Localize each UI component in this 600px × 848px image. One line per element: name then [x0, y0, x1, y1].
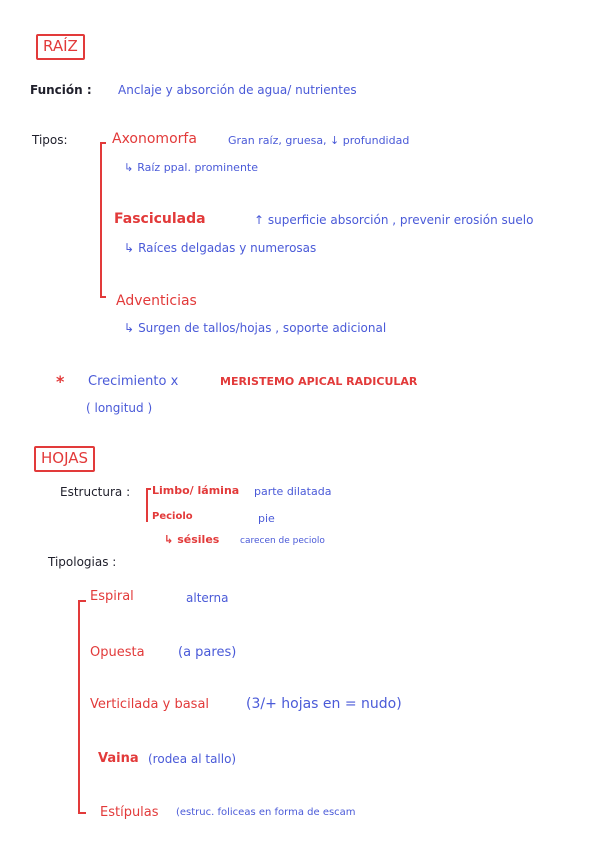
- estructura-bracket: [146, 488, 148, 522]
- tipo-name: Axonomorfa: [112, 131, 197, 147]
- tipo-sub: ↳ Raíz ppal. prominente: [124, 161, 258, 174]
- estructura-desc: pie: [258, 512, 275, 525]
- tipos-bracket-bottom: [100, 296, 106, 298]
- raiz-heading: RAÍZ: [36, 34, 85, 60]
- arrow-right-hook-icon: ↳: [124, 161, 134, 174]
- tipologias-label: Tipologias :: [48, 555, 117, 569]
- hojas-heading: HOJAS: [34, 446, 95, 472]
- tipologia-name: Verticilada y basal: [90, 697, 210, 712]
- tipos-label: Tipos:: [32, 133, 68, 147]
- tipo-desc: ↑ superficie absorción , prevenir erosión suelo: [254, 213, 534, 227]
- tipologia-name: Espiral: [90, 589, 134, 604]
- estructura-name: Limbo/ lámina: [152, 484, 240, 497]
- tipo-sub: ↳ Raíces delgadas y numerosas: [124, 241, 317, 255]
- tipologia-name: Estípulas: [100, 805, 159, 820]
- arrow-right-hook-icon: ↳: [124, 241, 135, 255]
- estructura-label: Estructura :: [60, 485, 131, 499]
- tipos-bracket: [100, 142, 102, 298]
- note-red: MERISTEMO APICAL RADICULAR: [220, 375, 418, 388]
- estructura-name: Peciolo: [152, 511, 193, 522]
- note-text: Crecimiento x: [88, 374, 179, 389]
- tipologias-bracket-bottom: [78, 812, 86, 814]
- note-star: *: [56, 372, 65, 391]
- tipologia-desc: alterna: [186, 591, 229, 605]
- tipo-sub: ↳ Surgen de tallos/hojas , soporte adicional: [124, 321, 387, 335]
- tipologia-desc: (rodea al tallo): [148, 752, 237, 766]
- estructura-desc: parte dilatada: [254, 485, 332, 498]
- tipologias-bracket-top: [78, 600, 86, 602]
- estructura-bracket-top: [146, 488, 151, 490]
- funcion-text: Anclaje y absorción de agua/ nutrientes: [118, 83, 357, 97]
- sesiles-desc: carecen de peciolo: [240, 536, 325, 546]
- tipologia-name: Opuesta: [90, 645, 145, 660]
- arrow-right-hook-icon: ↳: [124, 321, 135, 335]
- sesiles-name: ↳ sésiles: [164, 533, 220, 546]
- tipologia-name: Vaina: [98, 751, 139, 766]
- tipo-desc: Gran raíz, gruesa, ↓ profundidad: [228, 134, 410, 147]
- tipologia-desc: (3/+ hojas en = nudo): [246, 696, 402, 712]
- tipos-bracket-top: [100, 142, 106, 144]
- tipo-name: Adventicias: [116, 293, 197, 309]
- note-paren: ( longitud ): [86, 401, 153, 415]
- tipologia-desc: (estruc. foliceas en forma de escam: [176, 807, 356, 818]
- tipologias-bracket: [78, 600, 80, 814]
- tipo-name: Fasciculada: [114, 211, 206, 227]
- arrow-right-hook-icon: ↳: [164, 533, 174, 546]
- funcion-label: Función :: [30, 83, 92, 97]
- tipologia-desc: (a pares): [178, 645, 237, 660]
